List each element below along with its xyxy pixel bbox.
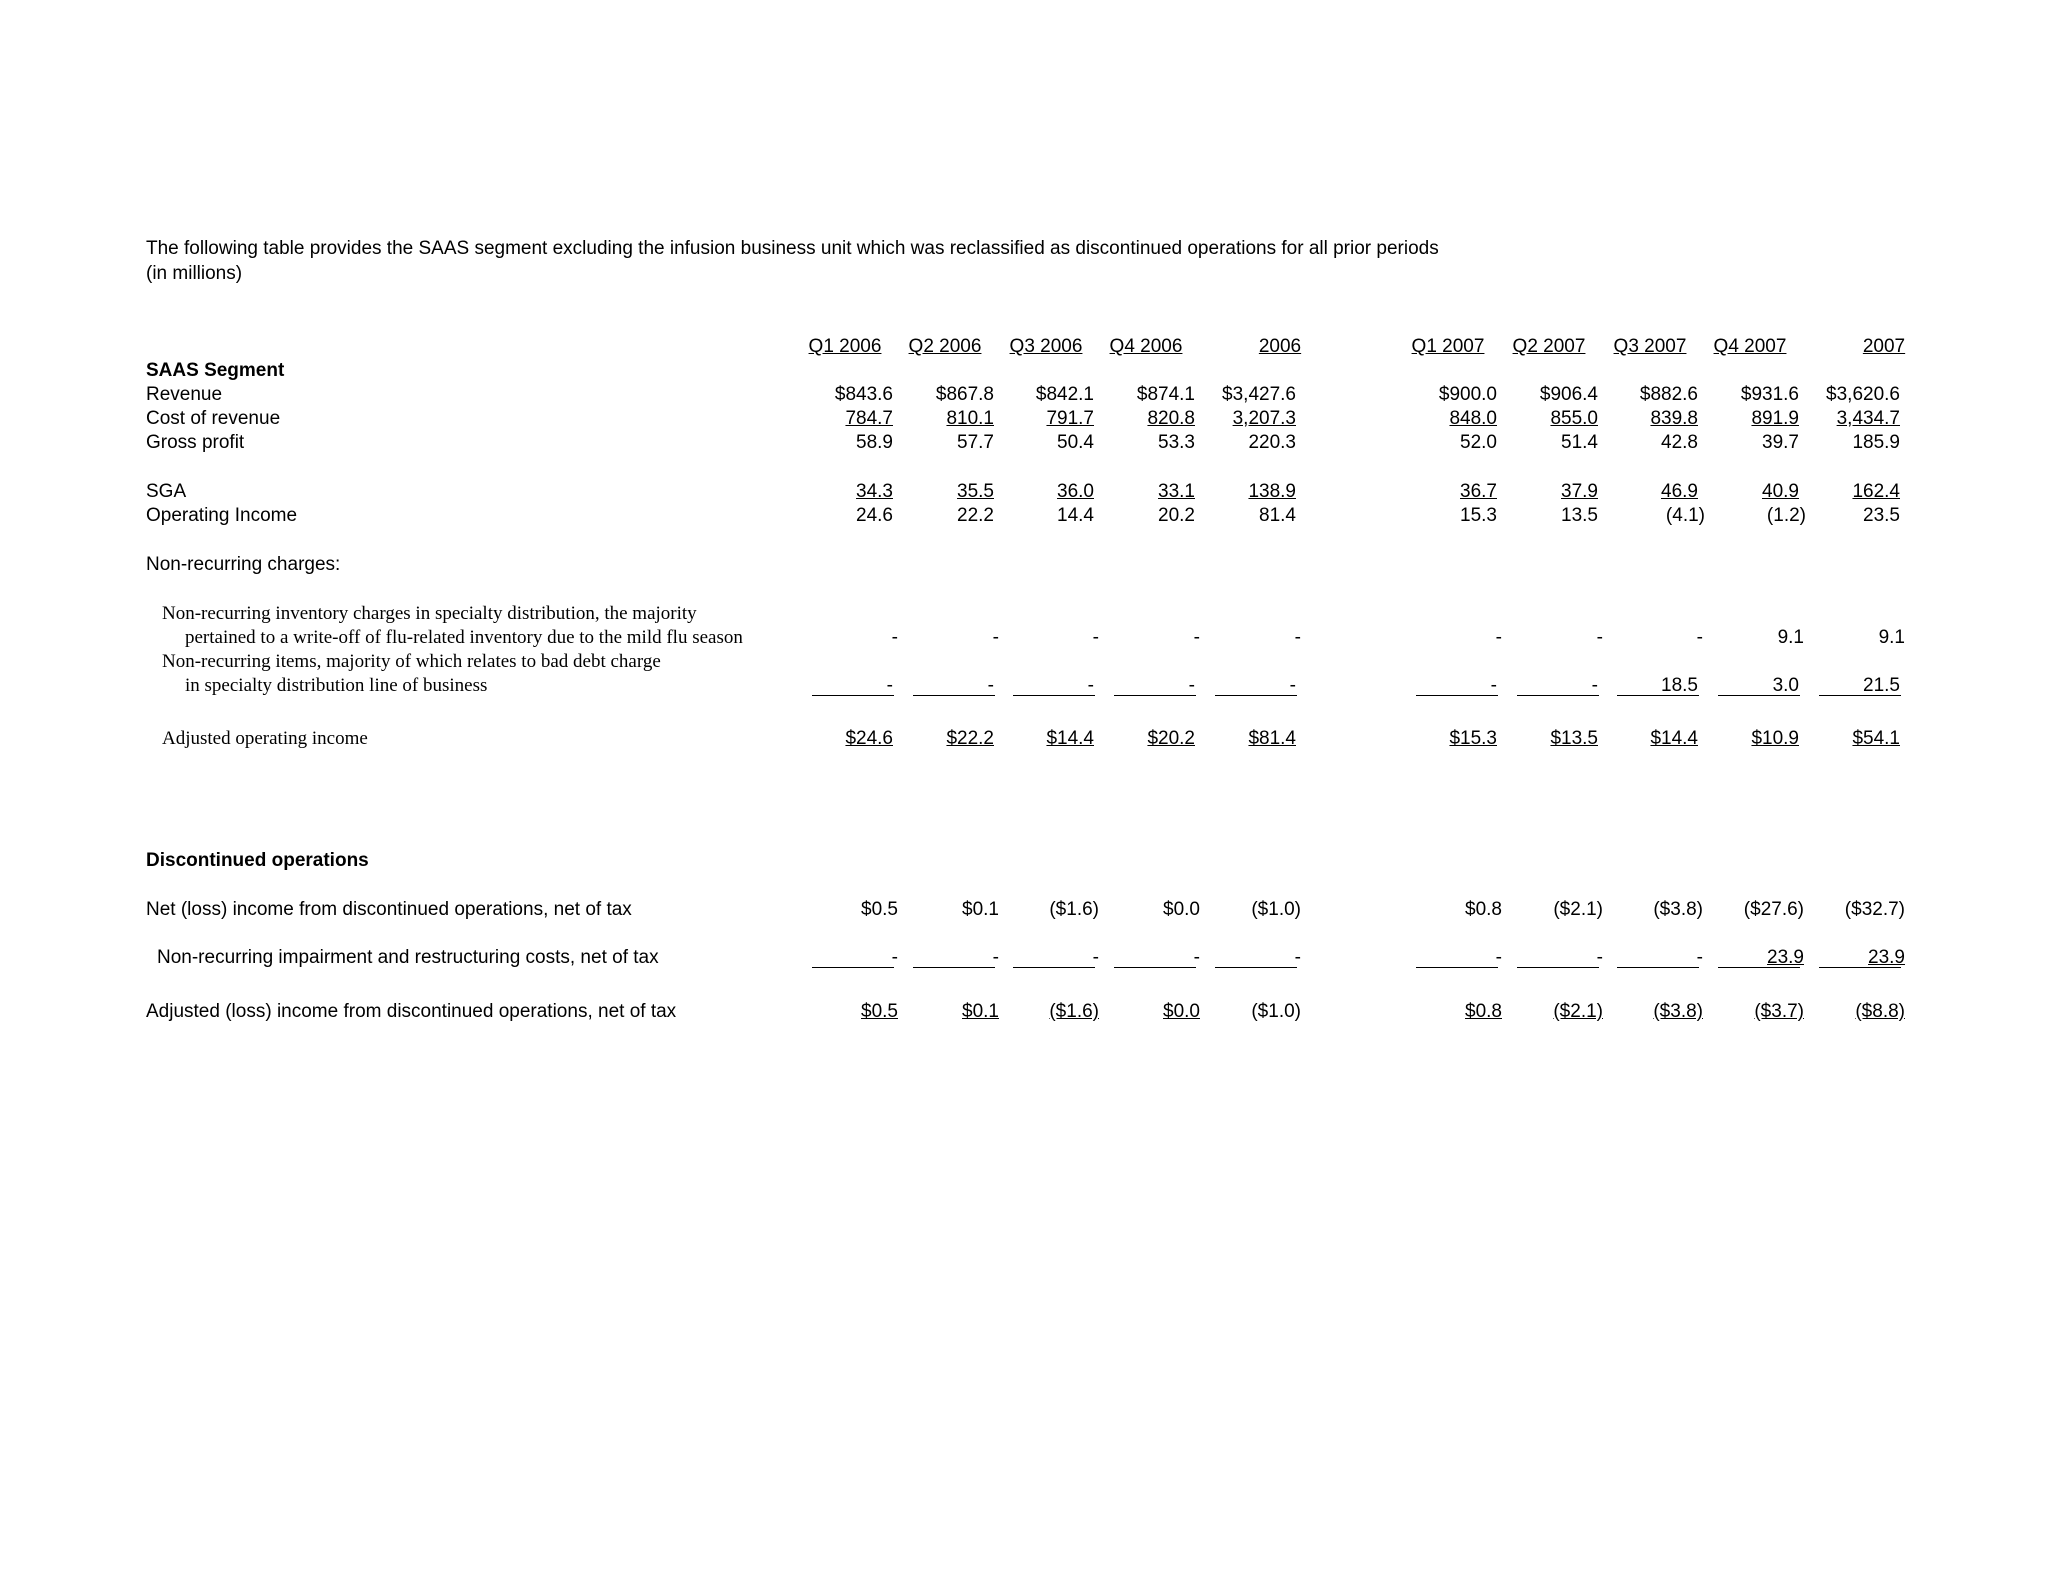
underline-rule-q3-2007 — [1617, 695, 1699, 696]
adjusted-operating-income-label: Adjusted operating income — [162, 728, 368, 749]
intro-line-1: The following table provides the SAAS segment excluding the infusion business unit which was reclassified as discontinued operations for all prior periods — [146, 238, 1439, 259]
row-label-operating-income: Operating Income — [146, 505, 298, 526]
sga-cell-q3-2007: 46.9 — [1661, 481, 1698, 502]
revenue-cell-fy-2007: $3,620.6 — [1826, 384, 1900, 405]
sga-cell-q1-2007: 36.7 — [1460, 481, 1497, 502]
operating-income-cell-q3-2007: (4.1) — [1665, 505, 1705, 526]
discontinued-impairment-cell-q1-2006: - — [891, 947, 898, 968]
gross-profit-cell-q2-2006: 57.7 — [957, 432, 994, 453]
bad-debt-cell-q3-2007: 18.5 — [1661, 675, 1698, 696]
discontinued-net-cell-q1-2006: $0.5 — [861, 899, 898, 920]
column-header-q2-2006: Q2 2006 — [908, 336, 982, 357]
operating-income-cell-fy-2006: 81.4 — [1259, 505, 1296, 526]
underline-rule-fy-2007 — [1819, 695, 1901, 696]
discontinued-net-cell-q4-2006: $0.0 — [1163, 899, 1200, 920]
revenue-cell-q1-2007: $900.0 — [1438, 384, 1497, 405]
bad-debt-cell-fy-2007: 21.5 — [1863, 675, 1900, 696]
adjusted-operating-income-cell-q4-2007: $10.9 — [1751, 728, 1799, 749]
discontinued-adjusted-cell-q2-2006: $0.1 — [962, 1001, 999, 1022]
column-header-fy-2007: 2007 — [1862, 336, 1906, 357]
underline-rule-q1-2007 — [1416, 695, 1498, 696]
operating-income-cell-q2-2007: 13.5 — [1561, 505, 1598, 526]
operating-income-cell-q3-2006: 14.4 — [1057, 505, 1094, 526]
underline-rule-q4-2007 — [1718, 967, 1800, 968]
inventory-charge-cell-q3-2007: - — [1696, 627, 1703, 648]
cost-of-revenue-cell-q2-2007: 855.0 — [1550, 408, 1598, 429]
nonrecurring-heading: Non-recurring charges: — [146, 554, 341, 575]
column-header-q1-2007: Q1 2007 — [1411, 336, 1485, 357]
discontinued-adjusted-cell-q1-2006: $0.5 — [861, 1001, 898, 1022]
operating-income-cell-q2-2006: 22.2 — [957, 505, 994, 526]
row-label-cost-of-revenue: Cost of revenue — [146, 408, 281, 429]
discontinued-impairment-cell-fy-2006: - — [1294, 947, 1301, 968]
inventory-charge-cell-q4-2007: 9.1 — [1777, 627, 1804, 648]
discontinued-adjusted-cell-q2-2007: ($2.1) — [1553, 1001, 1603, 1022]
discontinued-row-label-net: Net (loss) income from discontinued operations, net of tax — [146, 899, 632, 920]
bad-debt-cell-q3-2006: - — [1087, 675, 1094, 696]
discontinued-impairment-cell-q4-2006: - — [1193, 947, 1200, 968]
nonrecurring-item-2-line-2: in specialty distribution line of business — [185, 675, 488, 696]
intro-line-2: (in millions) — [146, 263, 243, 284]
adjusted-operating-income-cell-fy-2006: $81.4 — [1248, 728, 1296, 749]
underline-rule-q3-2006 — [1013, 695, 1095, 696]
adjusted-operating-income-cell-q2-2007: $13.5 — [1550, 728, 1598, 749]
discontinued-impairment-cell-q4-2007: 23.9 — [1767, 947, 1804, 968]
gross-profit-cell-q1-2006: 58.9 — [856, 432, 893, 453]
bad-debt-cell-q2-2007: - — [1591, 675, 1598, 696]
discontinued-row-label-adjusted: Adjusted (loss) income from discontinued operations, net of tax — [146, 1001, 677, 1022]
cost-of-revenue-cell-q3-2007: 839.8 — [1650, 408, 1698, 429]
revenue-cell-q3-2006: $842.1 — [1035, 384, 1094, 405]
operating-income-cell-q4-2007: (1.2) — [1766, 505, 1806, 526]
sga-cell-fy-2006: 138.9 — [1248, 481, 1296, 502]
revenue-cell-q4-2006: $874.1 — [1136, 384, 1195, 405]
underline-rule-fy-2007 — [1819, 967, 1901, 968]
sga-cell-q3-2006: 36.0 — [1057, 481, 1094, 502]
discontinued-impairment-cell-q2-2006: - — [992, 947, 999, 968]
row-label-revenue: Revenue — [146, 384, 223, 405]
underline-rule-fy-2006 — [1215, 695, 1297, 696]
inventory-charge-cell-q1-2007: - — [1495, 627, 1502, 648]
gross-profit-cell-q4-2007: 39.7 — [1762, 432, 1799, 453]
gross-profit-cell-fy-2007: 185.9 — [1852, 432, 1900, 453]
sga-cell-q2-2007: 37.9 — [1561, 481, 1598, 502]
saas-heading: SAAS Segment — [146, 360, 285, 381]
adjusted-operating-income-cell-fy-2007: $54.1 — [1852, 728, 1900, 749]
discontinued-impairment-cell-q3-2007: - — [1696, 947, 1703, 968]
discontinued-adjusted-cell-q4-2007: ($3.7) — [1754, 1001, 1804, 1022]
discontinued-impairment-cell-q1-2007: - — [1495, 947, 1502, 968]
discontinued-net-cell-q4-2007: ($27.6) — [1743, 899, 1804, 920]
discontinued-adjusted-cell-q3-2006: ($1.6) — [1049, 1001, 1099, 1022]
inventory-charge-cell-q2-2006: - — [992, 627, 999, 648]
adjusted-operating-income-cell-q3-2007: $14.4 — [1650, 728, 1698, 749]
sga-cell-q1-2006: 34.3 — [856, 481, 893, 502]
adjusted-operating-income-cell-q4-2006: $20.2 — [1147, 728, 1195, 749]
underline-rule-q2-2007 — [1517, 695, 1599, 696]
gross-profit-cell-q4-2006: 53.3 — [1158, 432, 1195, 453]
cost-of-revenue-cell-q3-2006: 791.7 — [1046, 408, 1094, 429]
discontinued-adjusted-cell-fy-2006: ($1.0) — [1251, 1001, 1301, 1022]
inventory-charge-cell-q4-2006: - — [1193, 627, 1200, 648]
discontinued-net-cell-q3-2006: ($1.6) — [1049, 899, 1099, 920]
sga-cell-q4-2007: 40.9 — [1762, 481, 1799, 502]
underline-rule-q2-2007 — [1517, 967, 1599, 968]
cost-of-revenue-cell-q2-2006: 810.1 — [946, 408, 994, 429]
operating-income-cell-q1-2006: 24.6 — [856, 505, 893, 526]
sga-cell-q4-2006: 33.1 — [1158, 481, 1195, 502]
inventory-charge-cell-fy-2006: - — [1294, 627, 1301, 648]
operating-income-cell-fy-2007: 23.5 — [1863, 505, 1900, 526]
column-header-q4-2007: Q4 2007 — [1713, 336, 1787, 357]
gross-profit-cell-q2-2007: 51.4 — [1561, 432, 1598, 453]
cost-of-revenue-cell-q1-2006: 784.7 — [845, 408, 893, 429]
sga-cell-fy-2007: 162.4 — [1852, 481, 1900, 502]
adjusted-operating-income-cell-q1-2007: $15.3 — [1449, 728, 1497, 749]
adjusted-operating-income-cell-q1-2006: $24.6 — [845, 728, 893, 749]
bad-debt-cell-q2-2006: - — [987, 675, 994, 696]
cost-of-revenue-cell-fy-2007: 3,434.7 — [1836, 408, 1900, 429]
cost-of-revenue-cell-q4-2006: 820.8 — [1147, 408, 1195, 429]
column-header-q3-2006: Q3 2006 — [1009, 336, 1083, 357]
nonrecurring-item-1-line-2: pertained to a write-off of flu-related inventory due to the mild flu season — [185, 627, 743, 648]
revenue-cell-q2-2006: $867.8 — [935, 384, 994, 405]
underline-rule-q1-2006 — [812, 695, 894, 696]
gross-profit-cell-q1-2007: 52.0 — [1460, 432, 1497, 453]
nonrecurring-item-1-line-1: Non-recurring inventory charges in specialty distribution, the majority — [162, 603, 697, 624]
adjusted-operating-income-cell-q2-2006: $22.2 — [946, 728, 994, 749]
discontinued-adjusted-cell-q1-2007: $0.8 — [1465, 1001, 1502, 1022]
operating-income-cell-q1-2007: 15.3 — [1460, 505, 1497, 526]
sga-cell-q2-2006: 35.5 — [957, 481, 994, 502]
underline-rule-q1-2007 — [1416, 967, 1498, 968]
row-label-gross-profit: Gross profit — [146, 432, 245, 453]
discontinued-net-cell-q1-2007: $0.8 — [1465, 899, 1502, 920]
gross-profit-cell-q3-2007: 42.8 — [1661, 432, 1698, 453]
underline-rule-q4-2006 — [1114, 967, 1196, 968]
discontinued-impairment-cell-q2-2007: - — [1596, 947, 1603, 968]
underline-rule-q1-2006 — [812, 967, 894, 968]
discontinued-net-cell-q2-2006: $0.1 — [962, 899, 999, 920]
revenue-cell-q4-2007: $931.6 — [1740, 384, 1799, 405]
discontinued-net-cell-q2-2007: ($2.1) — [1553, 899, 1603, 920]
adjusted-operating-income-cell-q3-2006: $14.4 — [1046, 728, 1094, 749]
discontinued-impairment-cell-fy-2007: 23.9 — [1868, 947, 1905, 968]
bad-debt-cell-fy-2006: - — [1289, 675, 1296, 696]
revenue-cell-fy-2006: $3,427.6 — [1222, 384, 1296, 405]
discontinued-adjusted-cell-q4-2006: $0.0 — [1163, 1001, 1200, 1022]
inventory-charge-cell-q1-2006: - — [891, 627, 898, 648]
cost-of-revenue-cell-fy-2006: 3,207.3 — [1232, 408, 1296, 429]
column-header-q2-2007: Q2 2007 — [1512, 336, 1586, 357]
discontinued-net-cell-q3-2007: ($3.8) — [1653, 899, 1703, 920]
underline-rule-q4-2006 — [1114, 695, 1196, 696]
column-header-q1-2006: Q1 2006 — [808, 336, 882, 357]
discontinued-net-cell-fy-2006: ($1.0) — [1251, 899, 1301, 920]
discontinued-net-cell-fy-2007: ($32.7) — [1844, 899, 1905, 920]
underline-rule-fy-2006 — [1215, 967, 1297, 968]
discontinued-row-label-impairment: Non-recurring impairment and restructuring costs, net of tax — [157, 947, 659, 968]
underline-rule-q2-2006 — [913, 967, 995, 968]
inventory-charge-cell-q3-2006: - — [1092, 627, 1099, 648]
bad-debt-cell-q1-2007: - — [1490, 675, 1497, 696]
cost-of-revenue-cell-q1-2007: 848.0 — [1449, 408, 1497, 429]
discontinued-adjusted-cell-q3-2007: ($3.8) — [1653, 1001, 1703, 1022]
discontinued-adjusted-cell-fy-2007: ($8.8) — [1855, 1001, 1905, 1022]
underline-rule-q2-2006 — [913, 695, 995, 696]
operating-income-cell-q4-2006: 20.2 — [1158, 505, 1195, 526]
column-header-q4-2006: Q4 2006 — [1109, 336, 1183, 357]
underline-rule-q3-2006 — [1013, 967, 1095, 968]
revenue-cell-q2-2007: $906.4 — [1539, 384, 1598, 405]
revenue-cell-q3-2007: $882.6 — [1639, 384, 1698, 405]
bad-debt-cell-q1-2006: - — [886, 675, 893, 696]
gross-profit-cell-fy-2006: 220.3 — [1248, 432, 1296, 453]
gross-profit-cell-q3-2006: 50.4 — [1057, 432, 1094, 453]
inventory-charge-cell-fy-2007: 9.1 — [1878, 627, 1905, 648]
row-label-sga: SGA — [146, 481, 187, 502]
discontinued-heading: Discontinued operations — [146, 850, 369, 871]
column-header-fy-2006: 2006 — [1258, 336, 1302, 357]
nonrecurring-item-2-line-1: Non-recurring items, majority of which relates to bad debt charge — [162, 651, 661, 672]
inventory-charge-cell-q2-2007: - — [1596, 627, 1603, 648]
discontinued-impairment-cell-q3-2006: - — [1092, 947, 1099, 968]
underline-rule-q4-2007 — [1718, 695, 1800, 696]
cost-of-revenue-cell-q4-2007: 891.9 — [1751, 408, 1799, 429]
revenue-cell-q1-2006: $843.6 — [834, 384, 893, 405]
bad-debt-cell-q4-2007: 3.0 — [1772, 675, 1799, 696]
column-header-q3-2007: Q3 2007 — [1613, 336, 1687, 357]
bad-debt-cell-q4-2006: - — [1188, 675, 1195, 696]
underline-rule-q3-2007 — [1617, 967, 1699, 968]
